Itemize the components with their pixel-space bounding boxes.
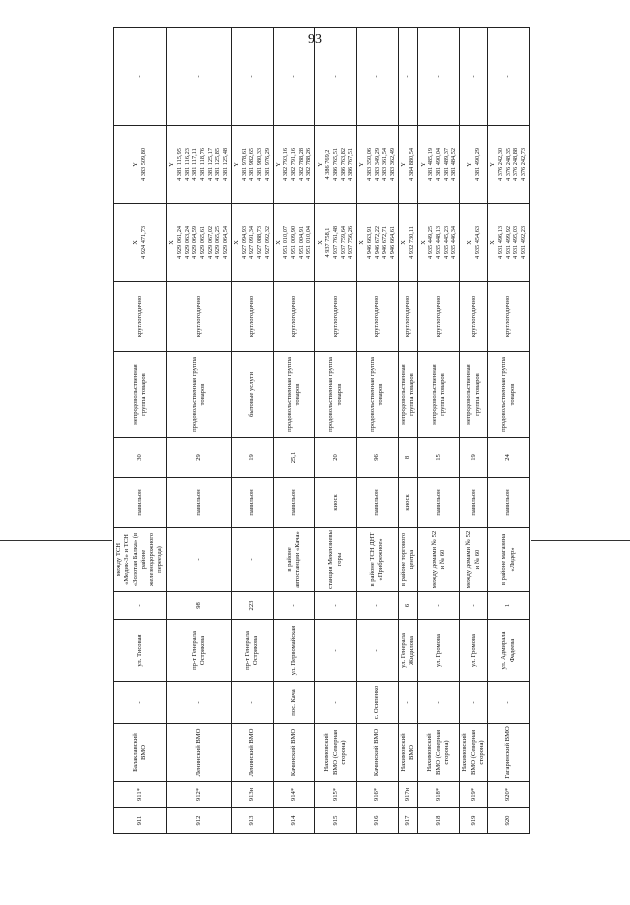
landmark-cell: станция Мекензиевы горы	[315, 528, 357, 592]
area-cell: 25,1	[273, 438, 315, 478]
period-cell: круглогодично	[460, 282, 488, 352]
object-type-cell: павильон	[418, 478, 460, 528]
specialization-cell: непродовольственная группа товаров	[398, 352, 418, 438]
landmark-cell: в районе торгового центра	[398, 528, 418, 592]
table-row	[166, 28, 231, 834]
object-code-cell: 919*	[460, 782, 488, 808]
settlement-cell: -	[231, 682, 273, 724]
street-cell: -	[357, 620, 399, 682]
district-cell: Ленинский ВМО	[231, 724, 273, 782]
house-number-cell: 6	[398, 592, 418, 620]
x-coordinates-cell: X 4 935 449,25 4 935 448,13 4 935 445,23 4 935 446,34	[418, 204, 460, 282]
area-cell: 8	[398, 438, 418, 478]
table-row	[398, 28, 418, 834]
house-number-cell: -	[460, 592, 488, 620]
row-number-cell: 912	[166, 808, 231, 834]
note-cell: -	[231, 28, 273, 126]
scan-mark-left	[0, 540, 112, 541]
district-cell: Качинский ВМО	[273, 724, 315, 782]
landmark-cell: -	[231, 528, 273, 592]
y-coordinates-cell: Y 4 386 769,2 4 386 765,51 4 386 763,82 4 386 767,51	[315, 126, 357, 204]
house-number-cell: -	[273, 592, 315, 620]
object-code-cell: 915*	[315, 782, 357, 808]
y-coordinates-cell: Y 4 381 485,19 4 381 490,04 4 381 489,37 4 381 484,52	[418, 126, 460, 204]
landmark-cell: между домами № 52 и № 60	[418, 528, 460, 592]
object-code-cell: 918*	[418, 782, 460, 808]
specialization-cell: бытовые услуги	[231, 352, 273, 438]
period-cell: круглогодично	[418, 282, 460, 352]
row-number-cell: 915	[315, 808, 357, 834]
landmark-cell: между ТСН «Медик-3» и ТСН «Золотая Балка» (в районе железнодорожного переезда)	[114, 528, 167, 592]
period-cell: круглогодично	[231, 282, 273, 352]
row-number-cell: 911	[114, 808, 167, 834]
street-cell: -	[315, 620, 357, 682]
specialization-cell: продовольственная группа товаров	[166, 352, 231, 438]
house-number-cell: -	[418, 592, 460, 620]
object-code-cell: 914*	[273, 782, 315, 808]
landmark-cell: в районе магазина «Лидер»	[488, 528, 530, 592]
object-code-cell: 911*	[114, 782, 167, 808]
period-cell: круглогодично	[315, 282, 357, 352]
table-row	[315, 28, 357, 834]
specialization-cell: продовольственная группа товаров	[488, 352, 530, 438]
street-cell: ул. Громова	[460, 620, 488, 682]
house-number-cell: 1	[488, 592, 530, 620]
y-coordinates-cell: Y 4 381 490,29	[460, 126, 488, 204]
row-number-cell: 913	[231, 808, 273, 834]
settlement-cell: -	[166, 682, 231, 724]
house-number-cell: -	[315, 592, 357, 620]
specialization-cell: непродовольственная группа товаров	[418, 352, 460, 438]
y-coordinates-cell: Y 4 381 978,61 4 381 982,65 4 381 980,33 4 381 976,29	[231, 126, 273, 204]
y-coordinates-cell: Y 4 382 793,16 4 382 791,16 4 382 788,28 4 382 788,26	[273, 126, 315, 204]
settlement-cell: с. Осипенко	[357, 682, 399, 724]
table-row	[460, 28, 488, 834]
y-coordinates-cell: Y 4 381 115,95 4 381 116,23 4 381 117,11 4 381 118,76 4 381 125,17 4 381 125,85 4 381 125,48	[166, 126, 231, 204]
note-cell: -	[273, 28, 315, 126]
table-row	[114, 28, 167, 834]
y-coordinates-cell: Y 4 383 509,80	[114, 126, 167, 204]
street-cell: ул. Тисовая	[114, 620, 167, 682]
table-body	[114, 28, 530, 834]
scan-mark-right	[531, 540, 630, 541]
object-type-cell: киоск	[315, 478, 357, 528]
settlement-cell: пос. Кача	[273, 682, 315, 724]
page-number: 93	[308, 32, 322, 47]
x-coordinates-cell: X 4 929 061,24 4 929 063,24 4 929 064,59 4 929 065,61 4 929 067,02 4 929 065,25 4 929 064,54	[166, 204, 231, 282]
note-cell: -	[315, 28, 357, 126]
object-code-cell: 916*	[357, 782, 399, 808]
table-row	[418, 28, 460, 834]
object-type-cell: павильон	[231, 478, 273, 528]
object-code-cell: 920*	[488, 782, 530, 808]
specialization-cell: продовольственная группа товаров	[315, 352, 357, 438]
note-cell: -	[488, 28, 530, 126]
x-coordinates-cell: X 4 932 730,11	[398, 204, 418, 282]
x-coordinates-cell: X 4 935 454,63	[460, 204, 488, 282]
settlement-cell: -	[418, 682, 460, 724]
street-cell: пр-т Генерала Острякова	[231, 620, 273, 682]
note-cell: -	[357, 28, 399, 126]
district-cell: Нахимовский ВМО (Северная сторона)	[460, 724, 488, 782]
settlement-cell: -	[488, 682, 530, 724]
area-cell: 19	[231, 438, 273, 478]
row-number-cell: 916	[357, 808, 399, 834]
table-row	[231, 28, 273, 834]
note-cell: -	[166, 28, 231, 126]
y-coordinates-cell: Y 4 384 880,54	[398, 126, 418, 204]
street-cell: ул. Первомайская	[273, 620, 315, 682]
object-type-cell: павильон	[166, 478, 231, 528]
district-cell: Качинский ВМО	[357, 724, 399, 782]
area-cell: 20	[315, 438, 357, 478]
row-number-cell: 917	[398, 808, 418, 834]
district-cell: Нахимовский ВМО (Северная сторона)	[418, 724, 460, 782]
object-type-cell: павильон	[460, 478, 488, 528]
street-cell: ул. Адмирала Фадеева	[488, 620, 530, 682]
street-cell: ул. Громова	[418, 620, 460, 682]
object-type-cell: павильон	[273, 478, 315, 528]
row-number-cell: 918	[418, 808, 460, 834]
x-coordinates-cell: X 4 924 471,73	[114, 204, 167, 282]
landmark-cell: в районе ТСН ДНТ «Прибрежное»	[357, 528, 399, 592]
landmark-cell: в районе автостанции «Кача»	[273, 528, 315, 592]
area-cell: 96	[357, 438, 399, 478]
object-type-cell: павильон	[114, 478, 167, 528]
specialization-cell: непродовольственная группа товаров	[460, 352, 488, 438]
settlement-cell: -	[315, 682, 357, 724]
specialization-cell: продовольственная группа товаров	[273, 352, 315, 438]
registry-table-rotated	[113, 58, 530, 834]
x-coordinates-cell: X 4 931 496,13 4 931 499,92 4 931 495,03 4 931 492,23	[488, 204, 530, 282]
specialization-cell: продовольственная группа товаров	[357, 352, 399, 438]
note-cell: -	[460, 28, 488, 126]
table-row	[488, 28, 530, 834]
area-cell: 24	[488, 438, 530, 478]
district-cell: Балаклавский ВМО	[114, 724, 167, 782]
house-number-cell: -	[114, 592, 167, 620]
period-cell: круглогодично	[488, 282, 530, 352]
row-number-cell: 919	[460, 808, 488, 834]
row-number-cell: 914	[273, 808, 315, 834]
area-cell: 19	[460, 438, 488, 478]
object-code-cell: 912*	[166, 782, 231, 808]
x-coordinates-cell: X 4 937 758,1 4 937 761,48 4 937 759,64 4 937 756,26	[315, 204, 357, 282]
house-number-cell: -	[357, 592, 399, 620]
specialization-cell: непродовольственная группа товаров	[114, 352, 167, 438]
house-number-cell: 223	[231, 592, 273, 620]
y-coordinates-cell: Y 4 376 242,30 4 376 248,35 4 376 248,88 4 376 242,73	[488, 126, 530, 204]
period-cell: круглогодично	[166, 282, 231, 352]
area-cell: 30	[114, 438, 167, 478]
object-type-cell: киоск	[398, 478, 418, 528]
table-row	[273, 28, 315, 834]
x-coordinates-cell: X 4 946 663,91 4 946 672,22 4 946 672,71 4 946 664,61	[357, 204, 399, 282]
district-cell: Гагаринский ВМО	[488, 724, 530, 782]
object-code-cell: 917н	[398, 782, 418, 808]
district-cell: Нахимовский ВМО	[398, 724, 418, 782]
settlement-cell: -	[398, 682, 418, 724]
period-cell: круглогодично	[114, 282, 167, 352]
note-cell: -	[418, 28, 460, 126]
landmark-cell: -	[166, 528, 231, 592]
row-number-cell: 920	[488, 808, 530, 834]
area-cell: 29	[166, 438, 231, 478]
period-cell: круглогодично	[357, 282, 399, 352]
note-cell: -	[114, 28, 167, 126]
note-cell: -	[398, 28, 418, 126]
x-coordinates-cell: X 4 927 094,93 4 927 091,34 4 927 088,73 4 927 092,32	[231, 204, 273, 282]
area-cell: 15	[418, 438, 460, 478]
period-cell: круглогодично	[398, 282, 418, 352]
street-cell: пр-т Генерала Острякова	[166, 620, 231, 682]
house-number-cell: 98	[166, 592, 231, 620]
object-code-cell: 913н	[231, 782, 273, 808]
object-type-cell: павильон	[488, 478, 530, 528]
settlement-cell: -	[460, 682, 488, 724]
registry-table	[113, 27, 530, 834]
settlement-cell: -	[114, 682, 167, 724]
object-type-cell: павильон	[357, 478, 399, 528]
district-cell: Ленинский ВМО	[166, 724, 231, 782]
district-cell: Нахимовский ВМО (Северная сторона)	[315, 724, 357, 782]
y-coordinates-cell: Y 4 383 350,06 4 383 349,29 4 383 361,54 4 383 362,49	[357, 126, 399, 204]
period-cell: круглогодично	[273, 282, 315, 352]
x-coordinates-cell: X 4 951 010,07 4 951 009,90 4 951 004,91 4 951 010,04	[273, 204, 315, 282]
table-row	[357, 28, 399, 834]
street-cell: ул. Генерала Жидилова	[398, 620, 418, 682]
landmark-cell: между домами № 52 и № 60	[460, 528, 488, 592]
